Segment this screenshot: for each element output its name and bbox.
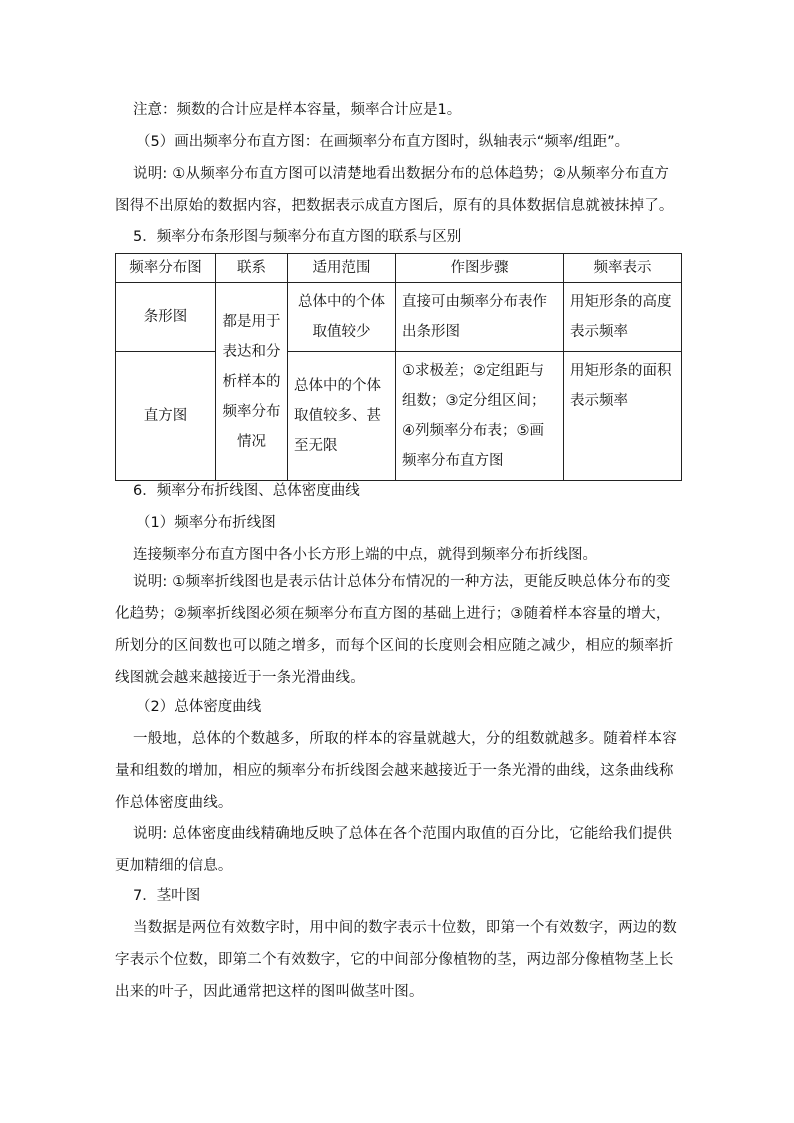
- scope-cell: 总体中的个体取值较少: [288, 283, 396, 352]
- table-header-row: [116, 254, 682, 283]
- stem-leaf-definition: 当数据是两位有效数字时，用中间的数字表示十位数，即第一个有效数字，两边的数字表示个位数，即第二个有效数字，它的中间部分像植物的茎，两边部分像植物茎上长出来的叶子，因此通常把这样的图叫做茎叶图。: [115, 920, 677, 1000]
- header-cell: 频率分布图: [116, 254, 216, 283]
- representation-cell: 用矩形条的面积表示频率: [564, 352, 682, 481]
- scope-cell: 总体中的个体取值较多、甚至无限: [288, 352, 396, 481]
- step5-histogram: （5）画出频率分布直方图：在画频率分布直方图时，纵轴表示“频率/组距”。: [136, 134, 630, 150]
- connection-line: 频率分布: [222, 403, 281, 420]
- chart-type-cell: 条形图: [116, 283, 216, 352]
- section-5-heading: 5．频率分布条形图与频率分布直方图的联系与区别: [133, 229, 462, 245]
- table-row: [116, 352, 682, 481]
- header-cell: 频率表示: [564, 254, 682, 283]
- representation-cell: 用矩形条的高度表示频率: [564, 283, 682, 352]
- connection-line: 析样本的: [222, 373, 281, 390]
- density-note: 说明: 总体密度曲线精确地反映了总体在各个范围内取值的百分比，它能给我们提供更加精细的信息。: [115, 826, 673, 874]
- steps-cell: 直接可由频率分布表作出条形图: [396, 283, 564, 352]
- subsection-density: （2）总体密度曲线: [136, 699, 262, 715]
- section-7-heading: 7．茎叶图: [133, 888, 201, 904]
- polygon-definition: 连接频率分布直方图中各小长方形上端的中点，就得到频率分布折线图。: [133, 547, 597, 563]
- connection-line: 表达和分: [222, 343, 281, 360]
- connection-line: 都是用于: [222, 313, 281, 330]
- chart-type-cell: 直方图: [116, 352, 216, 481]
- note-total: 注意：频数的合计应是样本容量，频率合计应是1。: [133, 102, 462, 118]
- header-cell: 联系: [216, 254, 288, 283]
- polygon-note: 说明: ①频率折线图也是表示估计总体分布情况的一种方法，更能反映总体分布的变化趋势；②频率折线图必须在频率分布直方图的基础上进行；③随着样本容量的增大，所划分的区间数也可以随之增多，而每个区间的长度则会相应随之减少，相应的频率折线图就会越来越接近于一条光滑曲线。: [115, 574, 674, 686]
- steps-cell: ①求极差；②定组距与组数；③定分组区间；④列频率分布表；⑤画频率分布直方图: [396, 352, 564, 481]
- comparison-table: [115, 253, 682, 481]
- section-6-heading: 6．频率分布折线图、总体密度曲线: [133, 483, 360, 499]
- header-cell: 作图步骤: [396, 254, 564, 283]
- table-row: [116, 283, 682, 352]
- histogram-note: 说明: ①从频率分布直方图可以清楚地看出数据分布的总体趋势；②从频率分布直方图得不出原始的数据内容，把数据表示成直方图后，原有的具体数据信息就被抹掉了。: [115, 166, 674, 214]
- density-definition: 一般地，总体的个数越多，所取的样本的容量就越大，分的组数就越多。随着样本容量和组数的增加，相应的频率分布折线图会越来越接近于一条光滑的曲线，这条曲线称作总体密度曲线。: [115, 731, 677, 811]
- connection-line: 情况: [237, 433, 266, 450]
- subsection-polygon: （1）频率分布折线图: [136, 515, 276, 531]
- header-cell: 适用范围: [288, 254, 396, 283]
- connection-cell: [216, 283, 288, 481]
